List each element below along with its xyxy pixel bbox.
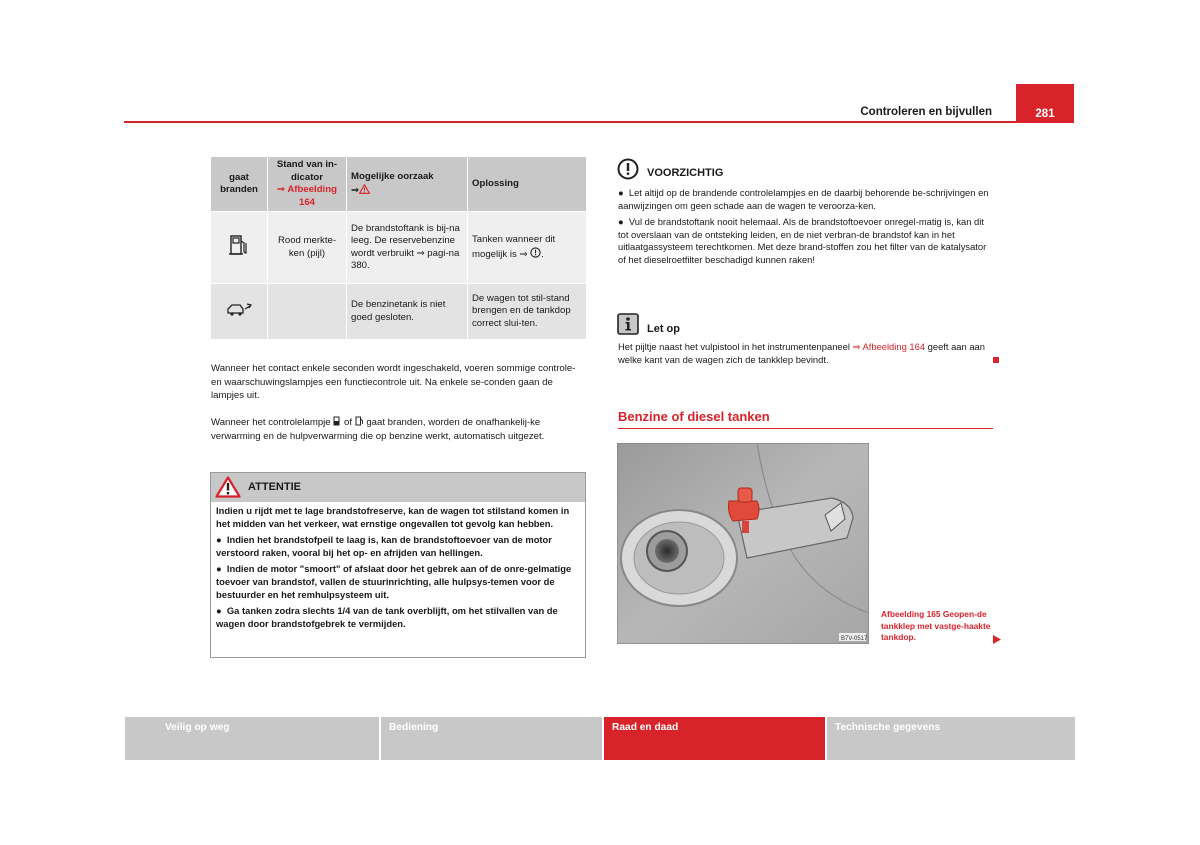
table-cell-oorzaak: De brandstoftank is bij-na leeg. De reservebenzine wordt verbruikt ⇒ pagi-na 380. <box>347 212 468 284</box>
paragraph-verwarming: Wanneer het controlelampje of gaat branden, worden de onafhankelij-ke verwarming en de hulpverwarming die op benzine werkt, automatisch uitgezet. <box>211 417 545 442</box>
attentie-title: ATTENTIE <box>248 481 301 493</box>
table-row <box>211 212 587 284</box>
indicator-table <box>211 157 587 340</box>
table-row <box>211 284 587 340</box>
col-header-oplossing: Oplossing <box>468 157 587 212</box>
caution-circle-icon <box>530 247 541 258</box>
voorzichtig-body <box>618 187 992 271</box>
end-marker <box>993 357 999 363</box>
warning-ref: ⇒ <box>351 185 370 196</box>
nav-tab-technische-gegevens[interactable]: Technische gegevens <box>827 717 1075 760</box>
nav-tab-raad-en-daad[interactable]: Raad en daad <box>604 717 825 760</box>
table-cell-oplossing: Tanken wanneer dit mogelijk is ⇒ . <box>468 212 587 284</box>
letop-body: Het pijltje naast het vulpistool in het instrumentenpaneel ⇒ Afbeelding 164 geeft aan aan welke kant van de wagen zich de tankklep bevindt. <box>618 341 985 365</box>
table-cell-stand: Rood merkte-ken (pijl) <box>268 212 347 284</box>
figure-code: B7V-0517 <box>841 636 868 642</box>
warning-triangle-icon <box>359 184 370 194</box>
col-header-stand <box>268 157 347 212</box>
list-item: ● Ga tanken zodra slechts 1/4 van de tank overblijft, om het stilvallen van de wagen door brandstofgebrek te vermijden. <box>216 605 558 629</box>
col-header-oorzaak <box>347 157 468 212</box>
figure-caption: Afbeelding 165 Geopen-de tankklep met vastge-haakte tankdop. <box>881 609 991 642</box>
fuel-gauge-icon <box>333 416 341 426</box>
list-item: ● Indien de motor "smoort" of afslaat door het gebrek aan of de onre-gelmatige toevoer van brandstof, vallen de stuurinrichting, alle hulpsys-temen voor de bestuurder en het remhulpsysteem uit. <box>216 563 572 600</box>
letop-title: Let op <box>647 323 680 335</box>
table-cell-stand <box>268 284 347 340</box>
col-header-stand-text: Stand van in-dicator <box>276 159 338 183</box>
section-title: Benzine of diesel tanken <box>618 409 770 424</box>
fuel-flap-photo <box>617 443 869 644</box>
attentie-intro: Indien u rijdt met te lage brandstofreserve, kan de wagen tot stilstand komen in het midden van het verkeer, wat ernstige ongevallen tot gevolg kan hebben. <box>216 505 570 529</box>
nav-tab-veilig-op-weg[interactable]: Veilig op weg <box>125 717 379 760</box>
chapter-title: Controleren en bijvullen <box>860 106 992 118</box>
paragraph-functiecontrole: Wanneer het contact enkele seconden wordt ingeschakeld, voeren sommige controle- en waarschuwingslampjes een functiecontrole uit. Na enkele se-conden gaan de lampjes uit. <box>211 363 576 401</box>
list-item: ● Let altijd op de brandende controlelampjes en de daarbij behorende be-schrijvingen en aanwijzingen om geen schade aan de wagen te veroorza-ken. <box>618 187 989 211</box>
header-rule <box>124 121 1074 123</box>
continue-arrow-icon <box>993 635 1001 644</box>
info-icon <box>617 313 639 335</box>
list-item: ● Vul de brandstoftank nooit helemaal. Als de brandstoftoevoer onregel-matig is, kan dit tot overslaan van de ontsteking leiden, en de niet verbran-de brandstof kan in het uitlaatgassysteem terechtkomen. Met deze brand-stoffen zou het filter van de katalysator of het dieselroetfilter beschadigd kunnen raken! <box>618 216 987 265</box>
attentie-body <box>216 505 582 634</box>
warning-triangle-icon <box>215 476 241 498</box>
caution-circle-icon <box>617 158 639 180</box>
fuel-cap-warning-icon <box>226 301 252 317</box>
figure-link[interactable]: ⇒ Afbeelding 164 <box>277 184 337 208</box>
fuel-pump-icon <box>229 234 249 256</box>
table-cell-oorzaak: De benzinetank is niet goed gesloten. <box>347 284 468 340</box>
col-header-gaat: gaat branden <box>211 157 268 212</box>
col-header-oorzaak-text: Mogelijke oorzaak <box>351 171 434 182</box>
table-cell-icon <box>211 212 268 284</box>
nav-tab-bediening[interactable]: Bediening <box>381 717 602 760</box>
figure-link[interactable]: ⇒ Afbeelding 164 <box>852 341 926 352</box>
table-header-row <box>211 157 587 212</box>
table-cell-icon <box>211 284 268 340</box>
voorzichtig-title: VOORZICHTIG <box>647 167 724 179</box>
fuel-pump-small-icon <box>355 416 364 426</box>
table-cell-oplossing: De wagen tot stil-stand brengen en de tankdop correct slui-ten. <box>468 284 587 340</box>
section-rule <box>618 428 993 429</box>
list-item: ● Indien het brandstofpeil te laag is, kan de brandstoftoevoer van de motor verstoord raken, vooral bij het op- en afrijden van hellingen. <box>216 534 552 558</box>
page-number: 281 <box>1016 84 1074 123</box>
